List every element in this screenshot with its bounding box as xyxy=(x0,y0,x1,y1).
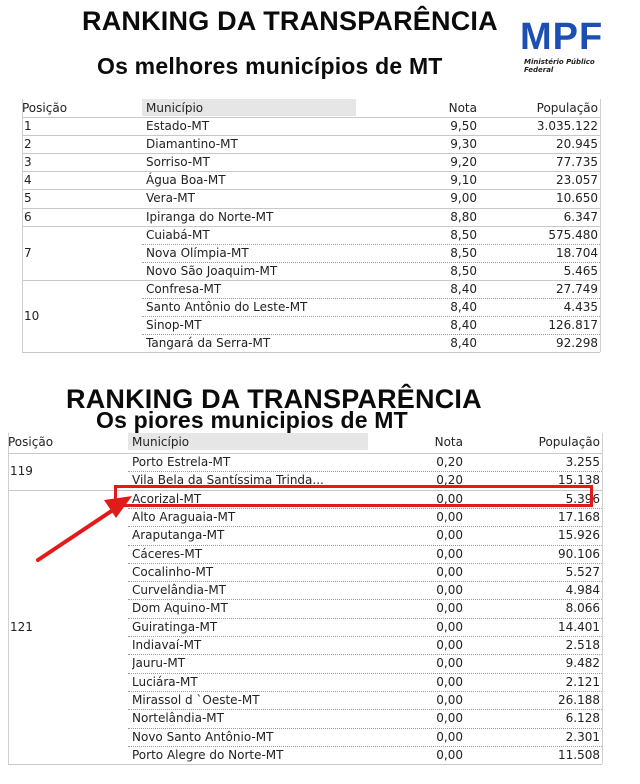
municipio-cell: Indiavaí-MT xyxy=(132,638,202,652)
populacao-cell: 5.396 xyxy=(565,491,600,506)
posicao-cell: 6 xyxy=(24,209,32,224)
posicao-cell: 3 xyxy=(24,155,32,170)
populacao-cell: 2.301 xyxy=(565,729,600,744)
populacao-cell: 4.984 xyxy=(565,583,600,598)
populacao-cell: 18.704 xyxy=(556,245,598,260)
column-header-populacao: População xyxy=(538,435,600,449)
nota-cell: 0,00 xyxy=(436,692,463,707)
populacao-cell: 77.735 xyxy=(556,155,598,170)
municipio-cell: Dom Aquino-MT xyxy=(132,601,228,616)
municipio-cell: Estado-MT xyxy=(146,119,210,133)
column-header-municipio: Município xyxy=(132,435,190,449)
populacao-cell: 5.527 xyxy=(565,564,600,579)
municipio-cell: Luciára-MT xyxy=(132,674,198,689)
posicao-cell: 121 xyxy=(10,619,33,634)
page-title-best: RANKING DA TRANSPARÊNCIA xyxy=(82,6,498,36)
nota-cell: 8,40 xyxy=(450,336,477,351)
column-header-populacao: População xyxy=(536,101,598,115)
municipio-cell: Confresa-MT xyxy=(146,281,222,296)
municipio-cell: Porto Alegre do Norte-MT xyxy=(132,747,284,762)
populacao-cell: 6.128 xyxy=(565,711,600,726)
nota-cell: 8,40 xyxy=(450,318,477,333)
nota-cell: 0,20 xyxy=(436,473,463,488)
column-header-nota: Nota xyxy=(448,101,477,115)
logo-text: MPF xyxy=(520,16,604,58)
nota-cell: 9,50 xyxy=(450,119,477,133)
populacao-cell: 3.035.122 xyxy=(536,119,598,133)
municipio-cell: Ipiranga do Norte-MT xyxy=(146,209,274,224)
municipio-cell: Vila Bela da Santíssima Trinda... xyxy=(132,473,324,488)
nota-cell: 9,20 xyxy=(450,155,477,170)
nota-cell: 0,00 xyxy=(436,656,463,671)
populacao-cell: 15.926 xyxy=(558,528,600,543)
municipio-cell: Alto Araguaia-MT xyxy=(132,509,236,524)
municipio-cell: Nortelândia-MT xyxy=(132,711,224,726)
nota-cell: 9,10 xyxy=(450,173,477,188)
populacao-cell: 2.121 xyxy=(565,674,600,689)
populacao-cell: 20.945 xyxy=(556,137,598,152)
nota-cell: 0,00 xyxy=(436,583,463,598)
populacao-cell: 126.817 xyxy=(548,318,598,333)
municipio-cell: Cocalinho-MT xyxy=(132,564,214,579)
populacao-cell: 5.465 xyxy=(563,263,598,278)
populacao-cell: 10.650 xyxy=(556,191,598,206)
nota-cell: 8,40 xyxy=(450,300,477,314)
municipio-cell: Porto Estrela-MT xyxy=(132,455,231,469)
municipio-cell: Diamantino-MT xyxy=(146,137,238,152)
municipio-cell: Santo Antônio do Leste-MT xyxy=(146,300,308,314)
municipio-cell: Curvelândia-MT xyxy=(132,583,227,598)
municipio-cell: Araputanga-MT xyxy=(132,528,225,543)
populacao-cell: 8.066 xyxy=(565,601,600,616)
column-header-posicao: Posição xyxy=(22,101,68,115)
nota-cell: 0,00 xyxy=(436,711,463,726)
nota-cell: 0,00 xyxy=(436,601,463,616)
populacao-cell: 27.749 xyxy=(556,281,598,296)
nota-cell: 0,00 xyxy=(436,638,463,652)
nota-cell: 9,00 xyxy=(450,191,477,206)
nota-cell: 0,00 xyxy=(436,674,463,689)
nota-cell: 9,30 xyxy=(450,137,477,152)
posicao-cell: 2 xyxy=(24,137,32,152)
municipio-cell: Cuiabá-MT xyxy=(146,227,210,242)
populacao-cell: 90.106 xyxy=(558,546,600,561)
nota-cell: 8,50 xyxy=(450,227,477,242)
column-header-nota: Nota xyxy=(434,435,463,449)
municipio-cell: Guiratinga-MT xyxy=(132,619,218,634)
nota-cell: 0,00 xyxy=(436,491,463,506)
column-header-municipio: Município xyxy=(146,101,204,115)
nota-cell: 0,00 xyxy=(436,564,463,579)
municipio-cell: Tangará da Serra-MT xyxy=(146,336,271,351)
column-header-posicao: Posição xyxy=(8,435,54,449)
populacao-cell: 575.480 xyxy=(548,227,598,242)
nota-cell: 0,00 xyxy=(436,546,463,561)
posicao-cell: 10 xyxy=(24,309,40,324)
municipio-cell: Acorizal-MT xyxy=(132,491,202,506)
nota-cell: 8,40 xyxy=(450,281,477,296)
populacao-cell: 92.298 xyxy=(556,336,598,351)
subtitle-worst: Os piores municipios de MT xyxy=(96,407,408,433)
nota-cell: 0,00 xyxy=(436,619,463,634)
populacao-cell: 6.347 xyxy=(563,209,598,224)
populacao-cell: 26.188 xyxy=(558,692,600,707)
nota-cell: 0,00 xyxy=(436,528,463,543)
logo-subtitle: Ministério Público Federal xyxy=(524,58,595,74)
nota-cell: 8,80 xyxy=(450,209,477,224)
posicao-cell: 119 xyxy=(10,464,33,479)
nota-cell: 0,00 xyxy=(436,747,463,762)
municipio-cell: Sorriso-MT xyxy=(146,155,210,170)
posicao-cell: 1 xyxy=(24,119,32,133)
populacao-cell: 14.401 xyxy=(558,619,600,634)
posicao-cell: 4 xyxy=(24,173,32,188)
page-title-worst: RANKING DA TRANSPARÊNCIA xyxy=(66,384,482,414)
populacao-cell: 4.435 xyxy=(563,300,598,314)
municipio-cell: Mirassol d `Oeste-MT xyxy=(132,692,260,707)
populacao-cell: 17.168 xyxy=(558,509,600,524)
municipio-cell: Jauru-MT xyxy=(132,656,186,671)
populacao-cell: 9.482 xyxy=(565,656,600,671)
nota-cell: 8,50 xyxy=(450,245,477,260)
populacao-cell: 2.518 xyxy=(565,638,600,652)
nota-cell: 8,50 xyxy=(450,263,477,278)
nota-cell: 0,00 xyxy=(436,729,463,744)
posicao-cell: 5 xyxy=(24,191,32,206)
nota-cell: 0,20 xyxy=(436,455,463,469)
municipio-cell: Sinop-MT xyxy=(146,318,202,333)
municipio-cell: Novo São Joaquim-MT xyxy=(146,263,278,278)
subtitle-best: Os melhores municípios de MT xyxy=(97,53,443,79)
municipio-cell: Novo Santo Antônio-MT xyxy=(132,729,274,744)
municipio-cell: Vera-MT xyxy=(146,191,195,206)
municipio-cell: Nova Olímpia-MT xyxy=(146,245,249,260)
populacao-cell: 15.138 xyxy=(558,473,600,488)
nota-cell: 0,00 xyxy=(436,509,463,524)
populacao-cell: 23.057 xyxy=(556,173,598,188)
posicao-cell: 7 xyxy=(24,245,32,260)
populacao-cell: 3.255 xyxy=(565,455,600,469)
municipio-cell: Água Boa-MT xyxy=(146,173,226,188)
municipio-cell: Cáceres-MT xyxy=(132,546,203,561)
populacao-cell: 11.508 xyxy=(558,747,600,762)
